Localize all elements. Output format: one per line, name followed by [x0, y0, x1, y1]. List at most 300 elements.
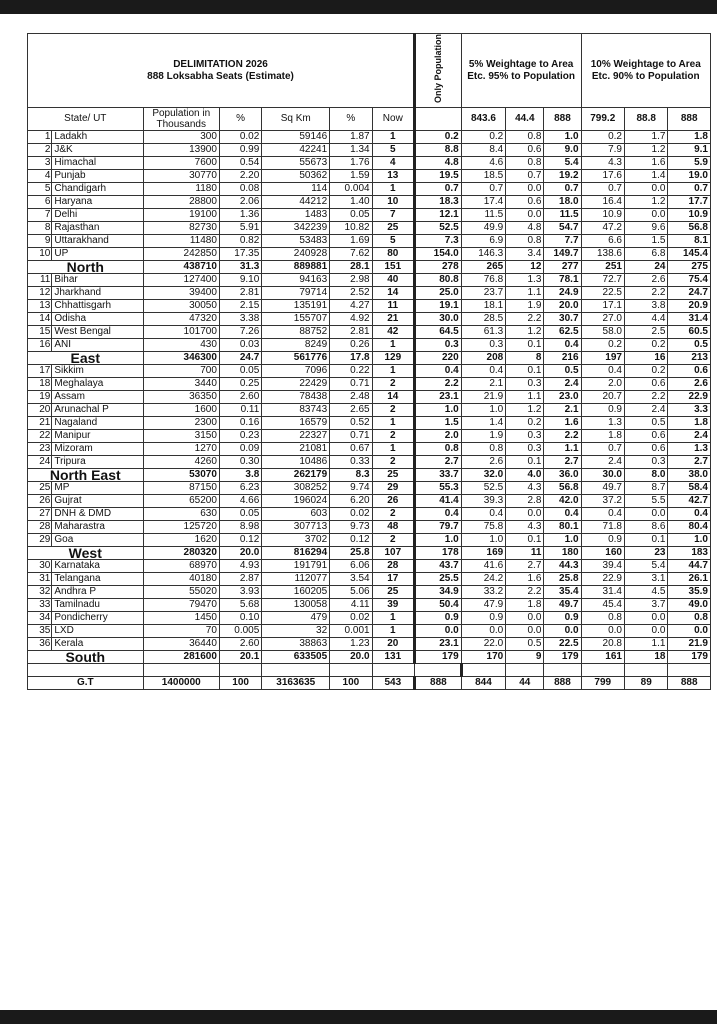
w10-pop-share-cell: 0.4 [581, 365, 624, 378]
w5-pop-share-cell: 39.3 [461, 495, 506, 508]
table-row [28, 235, 711, 248]
seats-now-cell: 25 [372, 222, 414, 235]
only-population-cell: 0.4 [415, 365, 462, 378]
population-pct-cell: 0.23 [219, 430, 261, 443]
population-cell: 7600 [143, 157, 219, 170]
area-pct-cell: 1.40 [330, 196, 372, 209]
w5-pop-share-cell: 6.9 [461, 235, 506, 248]
w5-pop-share-cell: 2.1 [461, 378, 506, 391]
state-name: DNH & DMD [52, 508, 143, 521]
population-cell: 13900 [143, 144, 219, 157]
w5-pop-share-cell: 1.0 [461, 534, 506, 547]
area-sqkm-cell: 135191 [262, 300, 330, 313]
w10-pop-share-cell: 17.1 [581, 300, 624, 313]
population-cell: 101700 [143, 326, 219, 339]
w5-area-share-cell: 1.3 [506, 274, 544, 287]
section-name: South [28, 651, 144, 664]
w10-area-share-cell: 3.1 [624, 573, 667, 586]
state-name: Delhi [52, 209, 143, 222]
w10-pop-share-cell: 2.4 [581, 456, 624, 469]
population-pct-cell: 2.15 [219, 300, 261, 313]
section-w10-pop-share-total: 197 [581, 352, 624, 365]
w5-area-share-cell: 0.8 [506, 235, 544, 248]
w5-area-share-cell: 1.2 [506, 404, 544, 417]
w10-area-share-cell: 2.2 [624, 391, 667, 404]
w10-area-share-cell: 9.6 [624, 222, 667, 235]
section-total-row [28, 469, 711, 482]
area-pct-cell: 4.11 [330, 599, 372, 612]
row-number: 35 [28, 625, 52, 638]
only-population-cell: 34.9 [415, 586, 462, 599]
top-dark-border [0, 0, 717, 14]
section-total-row [28, 547, 711, 560]
population-pct-cell: 3.93 [219, 586, 261, 599]
w10-area-share-cell: 1.2 [624, 144, 667, 157]
bottom-dark-border [0, 1010, 717, 1024]
only-population-cell: 79.7 [415, 521, 462, 534]
w10-area-share-cell: 0.6 [624, 443, 667, 456]
state-name: Chhattisgarh [52, 300, 143, 313]
population-cell: 1620 [143, 534, 219, 547]
seats-now-cell: 2 [372, 456, 414, 469]
section-w10-area-share-total: 24 [624, 261, 667, 274]
w10-area-share-cell: 4.4 [624, 313, 667, 326]
population-cell: 4260 [143, 456, 219, 469]
population-cell: 127400 [143, 274, 219, 287]
section-w5-total-total: 277 [544, 261, 581, 274]
state-name: Pondicherry [52, 612, 143, 625]
table-row [28, 625, 711, 638]
w10-pop-share-cell: 6.6 [581, 235, 624, 248]
population-pct-cell: 5.68 [219, 599, 261, 612]
section-population-pct-total: 24.7 [219, 352, 261, 365]
population-cell: 300 [143, 131, 219, 144]
section-only-population-total: 220 [415, 352, 462, 365]
row-number: 5 [28, 183, 52, 196]
section-w5-pop-share-total: 170 [461, 651, 506, 664]
population-pct-cell: 0.05 [219, 508, 261, 521]
weightage-10-header: 10% Weightage to Area Etc. 90% to Population [581, 34, 710, 108]
w10-pop-share-cell: 0.7 [581, 443, 624, 456]
w5-area-share-cell: 2.2 [506, 313, 544, 326]
w10-pop-share-cell: 0.4 [581, 508, 624, 521]
seats-now-cell: 7 [372, 209, 414, 222]
w5-pop-share-cell: 0.4 [461, 365, 506, 378]
section-population-pct-total: 31.3 [219, 261, 261, 274]
delimitation-sheet [27, 33, 711, 1007]
section-population-total: 346300 [143, 352, 219, 365]
only-population-cell: 50.4 [415, 599, 462, 612]
w5-total-cell: 44.3 [544, 560, 581, 573]
population-pct-cell: 2.87 [219, 573, 261, 586]
w10-total-cell: 60.5 [668, 326, 711, 339]
w10-total-cell: 17.7 [668, 196, 711, 209]
section-total-row [28, 261, 711, 274]
w10-area-share-cell: 1.7 [624, 131, 667, 144]
w10-area-share-cell: 0.1 [624, 534, 667, 547]
w10-pop-share-cell: 31.4 [581, 586, 624, 599]
grand-total-w5-pop-share: 844 [461, 677, 506, 690]
area-sqkm-cell: 603 [262, 508, 330, 521]
only-population-cell: 23.1 [415, 391, 462, 404]
section-population-total: 280320 [143, 547, 219, 560]
section-area-pct-total: 28.1 [330, 261, 372, 274]
table-row [28, 638, 711, 651]
header-w5-area: 44.4 [506, 108, 544, 131]
row-number: 9 [28, 235, 52, 248]
w10-total-cell: 0.6 [668, 365, 711, 378]
w10-total-cell: 1.8 [668, 131, 711, 144]
population-pct-cell: 2.81 [219, 287, 261, 300]
area-pct-cell: 9.73 [330, 521, 372, 534]
state-name: Mizoram [52, 443, 143, 456]
population-cell: 11480 [143, 235, 219, 248]
grand-total-row [28, 677, 711, 690]
seats-now-cell: 2 [372, 378, 414, 391]
area-sqkm-cell: 83743 [262, 404, 330, 417]
w10-area-share-cell: 0.3 [624, 456, 667, 469]
seats-now-cell: 1 [372, 612, 414, 625]
section-seats-now-total: 151 [372, 261, 414, 274]
only-population-cell: 19.5 [415, 170, 462, 183]
w5-total-cell: 35.4 [544, 586, 581, 599]
section-w5-total-total: 180 [544, 547, 581, 560]
population-pct-cell: 3.38 [219, 313, 261, 326]
population-cell: 87150 [143, 482, 219, 495]
w10-pop-share-cell: 71.8 [581, 521, 624, 534]
table-row [28, 456, 711, 469]
population-pct-cell: 0.25 [219, 378, 261, 391]
area-pct-cell: 5.06 [330, 586, 372, 599]
only-population-cell: 8.8 [415, 144, 462, 157]
area-pct-cell: 2.48 [330, 391, 372, 404]
table-row [28, 313, 711, 326]
population-pct-cell: 2.60 [219, 391, 261, 404]
population-cell: 1180 [143, 183, 219, 196]
w5-total-cell: 0.7 [544, 183, 581, 196]
section-w10-pop-share-total: 160 [581, 547, 624, 560]
population-pct-cell: 0.10 [219, 612, 261, 625]
area-sqkm-cell: 342239 [262, 222, 330, 235]
grand-total-area-pct: 100 [330, 677, 372, 690]
spacer-cell [544, 664, 581, 677]
row-number: 10 [28, 248, 52, 261]
w10-pop-share-cell: 1.3 [581, 417, 624, 430]
section-w5-area-share-total: 12 [506, 261, 544, 274]
w10-area-share-cell: 0.0 [624, 183, 667, 196]
w5-total-cell: 1.0 [544, 534, 581, 547]
table-row [28, 599, 711, 612]
w5-total-cell: 7.7 [544, 235, 581, 248]
w5-pop-share-cell: 0.4 [461, 508, 506, 521]
w5-area-share-cell: 4.3 [506, 521, 544, 534]
seats-now-cell: 1 [372, 417, 414, 430]
weightage-5-header: 5% Weightage to Area Etc. 95% to Population [461, 34, 581, 108]
w10-area-share-cell: 0.5 [624, 417, 667, 430]
seats-now-cell: 1 [372, 625, 414, 638]
w10-area-share-cell: 2.4 [624, 404, 667, 417]
w10-pop-share-cell: 27.0 [581, 313, 624, 326]
w5-total-cell: 54.7 [544, 222, 581, 235]
only-population-cell: 18.3 [415, 196, 462, 209]
w10-total-cell: 1.8 [668, 417, 711, 430]
population-pct-cell: 2.06 [219, 196, 261, 209]
w10-total-cell: 3.3 [668, 404, 711, 417]
w5-area-share-cell: 0.0 [506, 209, 544, 222]
w10-area-share-cell: 2.5 [624, 326, 667, 339]
w10-total-cell: 1.0 [668, 534, 711, 547]
w10-pop-share-cell: 0.0 [581, 625, 624, 638]
state-name: Tamilnadu [52, 599, 143, 612]
w5-pop-share-cell: 0.0 [461, 625, 506, 638]
table-row [28, 131, 711, 144]
w10-total-cell: 5.9 [668, 157, 711, 170]
w10-pop-share-cell: 47.2 [581, 222, 624, 235]
section-area-pct-total: 20.0 [330, 651, 372, 664]
table-row [28, 482, 711, 495]
population-cell: 1600 [143, 404, 219, 417]
w5-pop-share-cell: 17.4 [461, 196, 506, 209]
w10-area-share-cell: 0.0 [624, 625, 667, 638]
title-row [28, 34, 711, 108]
w10-total-cell: 8.1 [668, 235, 711, 248]
w10-pop-share-cell: 45.4 [581, 599, 624, 612]
population-cell: 630 [143, 508, 219, 521]
population-cell: 65200 [143, 495, 219, 508]
population-cell: 430 [143, 339, 219, 352]
population-pct-cell: 0.09 [219, 443, 261, 456]
table-row [28, 560, 711, 573]
w5-total-cell: 11.5 [544, 209, 581, 222]
w5-area-share-cell: 0.3 [506, 430, 544, 443]
only-population-cell: 0.2 [415, 131, 462, 144]
section-w10-pop-share-total: 251 [581, 261, 624, 274]
w5-area-share-cell: 0.3 [506, 443, 544, 456]
w5-area-share-cell: 4.3 [506, 482, 544, 495]
w5-total-cell: 56.8 [544, 482, 581, 495]
population-cell: 70 [143, 625, 219, 638]
state-name: Telangana [52, 573, 143, 586]
grand-total-w10-area-share: 89 [624, 677, 667, 690]
population-cell: 30050 [143, 300, 219, 313]
header-w10-total: 888 [668, 108, 711, 131]
section-w5-total-total: 216 [544, 352, 581, 365]
w5-total-cell: 2.4 [544, 378, 581, 391]
w10-area-share-cell: 5.5 [624, 495, 667, 508]
population-cell: 1270 [143, 443, 219, 456]
population-cell: 36440 [143, 638, 219, 651]
section-w5-total-total: 36.0 [544, 469, 581, 482]
table-row [28, 586, 711, 599]
section-only-population-total: 33.7 [415, 469, 462, 482]
row-number: 8 [28, 222, 52, 235]
w10-pop-share-cell: 2.0 [581, 378, 624, 391]
table-row [28, 248, 711, 261]
population-pct-cell: 5.91 [219, 222, 261, 235]
population-pct-cell: 0.03 [219, 339, 261, 352]
section-w10-pop-share-total: 161 [581, 651, 624, 664]
area-pct-cell: 0.004 [330, 183, 372, 196]
state-name: Andhra P [52, 586, 143, 599]
only-population-cell: 2.0 [415, 430, 462, 443]
w10-pop-share-cell: 37.2 [581, 495, 624, 508]
table-row [28, 144, 711, 157]
spacer-cell [372, 664, 414, 677]
population-cell: 55020 [143, 586, 219, 599]
area-sqkm-cell: 10486 [262, 456, 330, 469]
w5-area-share-cell: 0.1 [506, 339, 544, 352]
population-pct-cell: 4.93 [219, 560, 261, 573]
section-population-total: 281600 [143, 651, 219, 664]
w5-area-share-cell: 0.1 [506, 365, 544, 378]
w5-area-share-cell: 1.8 [506, 599, 544, 612]
population-cell: 3440 [143, 378, 219, 391]
title-line1: DELIMITATION 2026 [173, 58, 268, 70]
area-sqkm-cell: 32 [262, 625, 330, 638]
w5-area-share-cell: 0.2 [506, 417, 544, 430]
area-pct-cell: 0.12 [330, 534, 372, 547]
header-w5-pop: 843.6 [461, 108, 506, 131]
row-number: 17 [28, 365, 52, 378]
state-name: Tripura [52, 456, 143, 469]
w5-total-cell: 0.0 [544, 625, 581, 638]
table-row [28, 274, 711, 287]
w10-area-share-cell: 3.8 [624, 300, 667, 313]
state-name: Ladakh [52, 131, 143, 144]
seats-now-cell: 48 [372, 521, 414, 534]
row-number: 25 [28, 482, 52, 495]
w5-total-cell: 149.7 [544, 248, 581, 261]
area-pct-cell: 1.76 [330, 157, 372, 170]
w10-area-share-cell: 0.0 [624, 209, 667, 222]
w5-pop-share-cell: 11.5 [461, 209, 506, 222]
w5-pop-share-cell: 1.4 [461, 417, 506, 430]
w5-area-share-cell: 2.7 [506, 560, 544, 573]
w10-total-cell: 0.4 [668, 508, 711, 521]
population-cell: 36350 [143, 391, 219, 404]
area-sqkm-cell: 114 [262, 183, 330, 196]
area-sqkm-cell: 3702 [262, 534, 330, 547]
state-name: Bihar [52, 274, 143, 287]
table-row [28, 391, 711, 404]
w5-pop-share-cell: 0.7 [461, 183, 506, 196]
w10-area-share-cell: 1.2 [624, 196, 667, 209]
w5-area-share-cell: 0.7 [506, 170, 544, 183]
w10-total-cell: 35.9 [668, 586, 711, 599]
grand-total-w10-pop-share: 799 [581, 677, 624, 690]
row-number: 15 [28, 326, 52, 339]
row-number: 26 [28, 495, 52, 508]
area-pct-cell: 0.71 [330, 430, 372, 443]
w5-area-share-cell: 4.8 [506, 222, 544, 235]
table-row [28, 365, 711, 378]
area-sqkm-cell: 42241 [262, 144, 330, 157]
w10-total-cell: 9.1 [668, 144, 711, 157]
w5-pop-share-cell: 47.9 [461, 599, 506, 612]
section-population-pct-total: 20.0 [219, 547, 261, 560]
w5-area-share-cell: 0.6 [506, 196, 544, 209]
population-pct-cell: 0.11 [219, 404, 261, 417]
area-sqkm-cell: 1483 [262, 209, 330, 222]
w10-pop-share-cell: 22.9 [581, 573, 624, 586]
state-name: Karnataka [52, 560, 143, 573]
w5-pop-share-cell: 52.5 [461, 482, 506, 495]
w5-total-cell: 23.0 [544, 391, 581, 404]
w5-total-cell: 78.1 [544, 274, 581, 287]
population-cell: 68970 [143, 560, 219, 573]
w10-area-share-cell: 1.1 [624, 638, 667, 651]
state-name: LXD [52, 625, 143, 638]
seats-now-cell: 40 [372, 274, 414, 287]
table-row [28, 339, 711, 352]
section-area-sqkm-total: 262179 [262, 469, 330, 482]
row-number: 19 [28, 391, 52, 404]
w10-pop-share-cell: 22.5 [581, 287, 624, 300]
header-sqkm: Sq Km [262, 108, 330, 131]
only-population-cell: 52.5 [415, 222, 462, 235]
seats-now-cell: 5 [372, 235, 414, 248]
grand-total-w10-total: 888 [668, 677, 711, 690]
seats-now-cell: 80 [372, 248, 414, 261]
w10-total-cell: 44.7 [668, 560, 711, 573]
w5-pop-share-cell: 33.2 [461, 586, 506, 599]
header-pct: % [219, 108, 261, 131]
w10-pop-share-cell: 7.9 [581, 144, 624, 157]
w10-total-cell: 145.4 [668, 248, 711, 261]
area-sqkm-cell: 21081 [262, 443, 330, 456]
w10-area-share-cell: 0.6 [624, 430, 667, 443]
w10-total-cell: 56.8 [668, 222, 711, 235]
population-cell: 700 [143, 365, 219, 378]
header-blank [415, 108, 462, 131]
w10-area-share-cell: 0.0 [624, 508, 667, 521]
only-population-cell: 23.1 [415, 638, 462, 651]
w5-total-cell: 2.7 [544, 456, 581, 469]
w5-area-share-cell: 3.4 [506, 248, 544, 261]
section-seats-now-total: 129 [372, 352, 414, 365]
section-area-pct-total: 17.8 [330, 352, 372, 365]
w10-area-share-cell: 5.4 [624, 560, 667, 573]
area-pct-cell: 1.23 [330, 638, 372, 651]
population-cell: 2300 [143, 417, 219, 430]
w10-area-share-cell: 8.6 [624, 521, 667, 534]
w5-area-share-cell: 1.1 [506, 287, 544, 300]
area-sqkm-cell: 22429 [262, 378, 330, 391]
seats-now-cell: 20 [372, 638, 414, 651]
table-row [28, 287, 711, 300]
row-number: 6 [28, 196, 52, 209]
section-total-row [28, 352, 711, 365]
w5-pop-share-cell: 61.3 [461, 326, 506, 339]
row-number: 32 [28, 586, 52, 599]
only-population-cell: 0.4 [415, 508, 462, 521]
area-pct-cell: 3.54 [330, 573, 372, 586]
area-sqkm-cell: 79714 [262, 287, 330, 300]
state-name: ANI [52, 339, 143, 352]
section-name: West [28, 547, 144, 560]
w10-total-cell: 19.0 [668, 170, 711, 183]
w5-total-cell: 62.5 [544, 326, 581, 339]
w5-total-cell: 24.9 [544, 287, 581, 300]
area-pct-cell: 1.59 [330, 170, 372, 183]
w10-total-cell: 1.3 [668, 443, 711, 456]
population-pct-cell: 7.26 [219, 326, 261, 339]
row-number: 27 [28, 508, 52, 521]
w10-area-share-cell: 0.2 [624, 339, 667, 352]
population-cell: 47320 [143, 313, 219, 326]
area-pct-cell: 0.67 [330, 443, 372, 456]
section-area-sqkm-total: 816294 [262, 547, 330, 560]
